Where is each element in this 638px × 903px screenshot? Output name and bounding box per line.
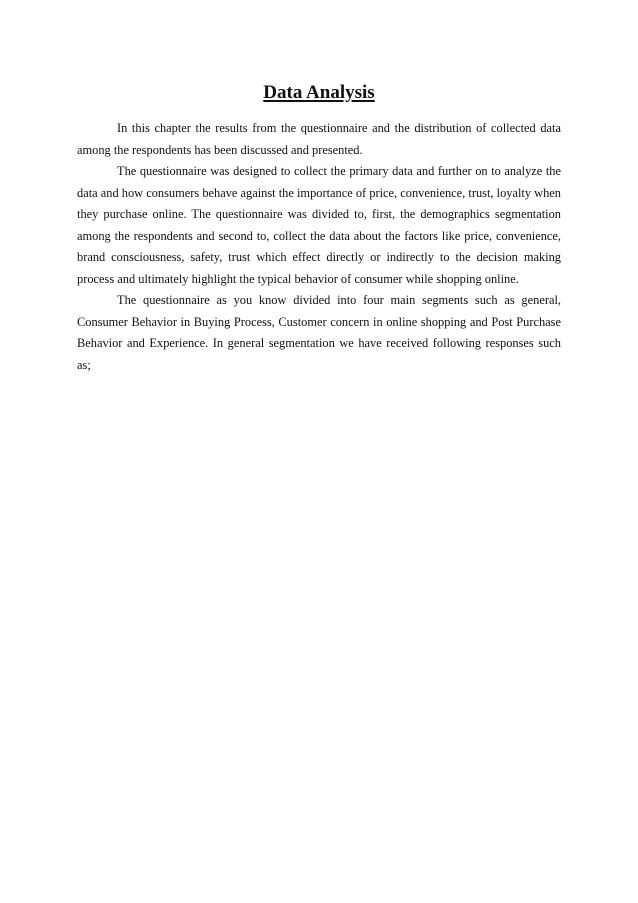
document-body (77, 118, 561, 376)
paragraph-questionnaire-design: The questionnaire was designed to collect the primary data and further on to analyze the data and how consumers behave against the importance of price, convenience, trust, loyalty when they purchase online. The questionnaire was divided to, first, the demographics segmentation among the respondents and second to, collect the data about the factors like price, convenience, brand consciousness, safety, trust which effect directly or indirectly to the decision making process and ultimately highlight the typical behavior of consumer while shopping online. (77, 164, 561, 286)
paragraph-questionnaire-segments: The questionnaire as you know divided into four main segments such as general, Consumer Behavior in Buying Process, Customer concern in online shopping and Post Purchase Behavior and Experience. In general segmentation we have received following responses such as; (77, 293, 561, 372)
page-title: Data Analysis (263, 82, 375, 103)
paragraph-intro: In this chapter the results from the questionnaire and the distribution of collected data among the respondents has been discussed and presented. (77, 121, 561, 157)
